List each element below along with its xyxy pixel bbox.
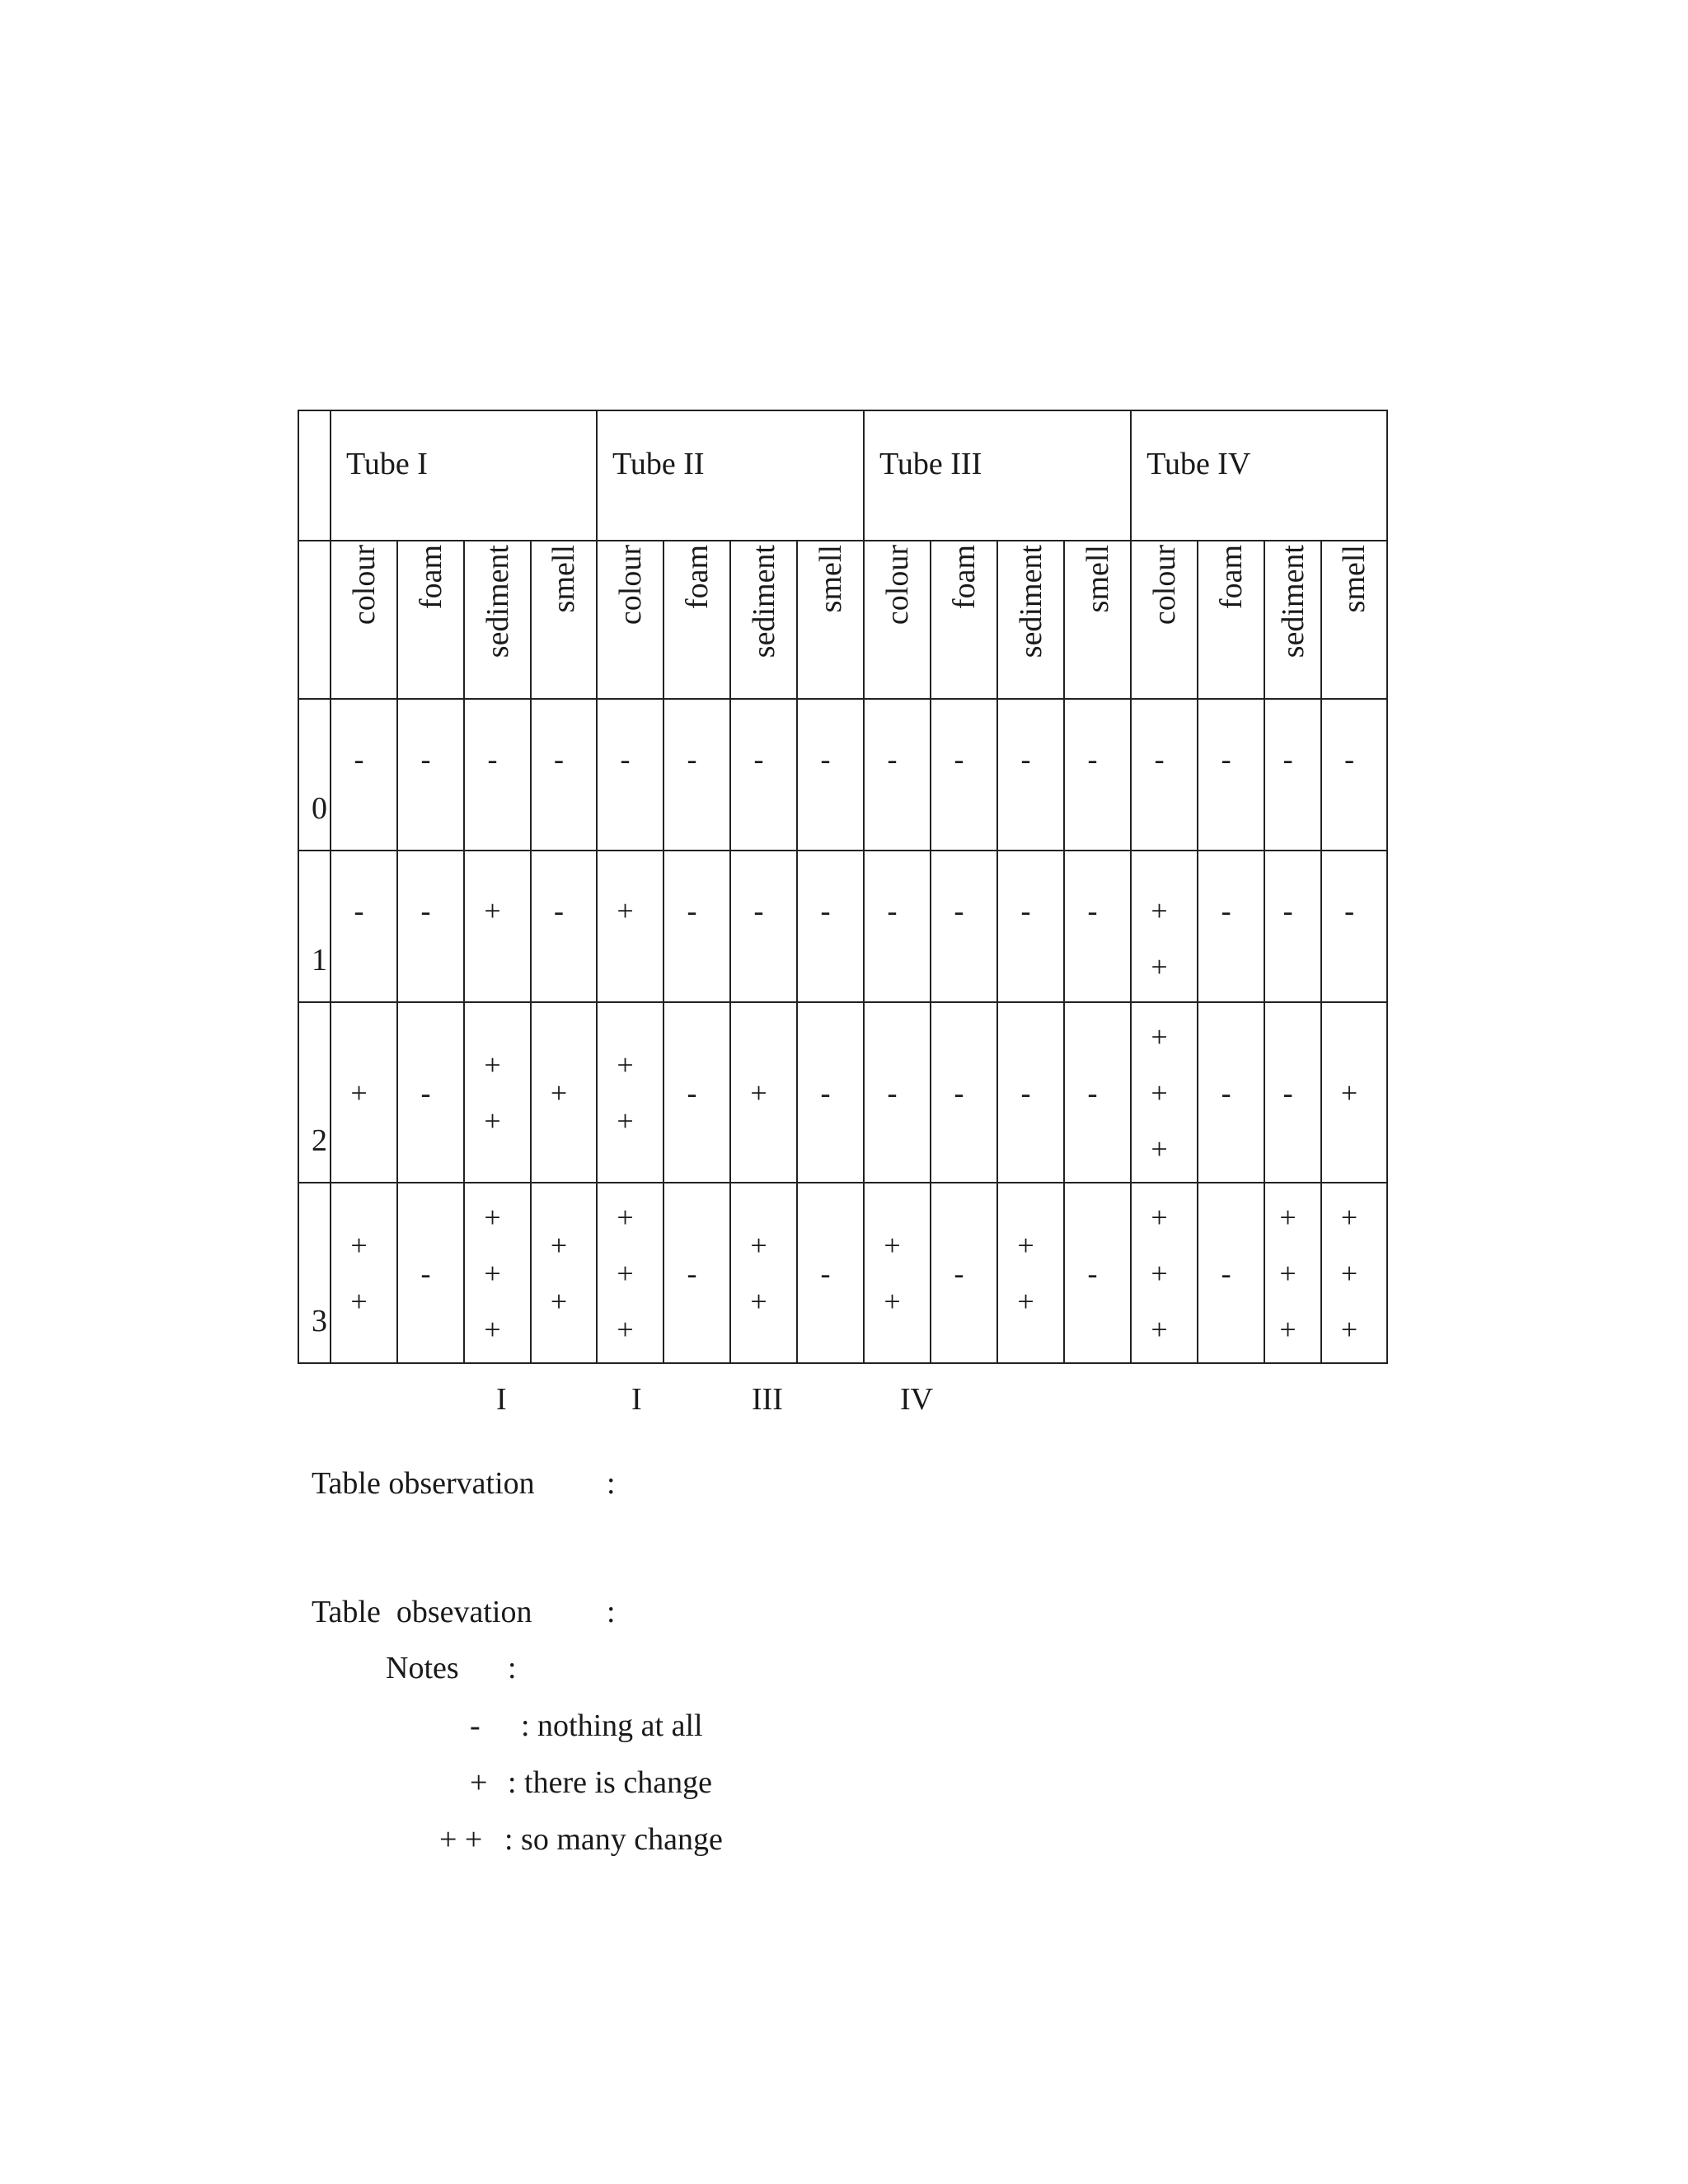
property-label: sediment <box>746 545 781 658</box>
observation-value: - <box>1221 743 1231 776</box>
observation-cell <box>931 851 997 1002</box>
observation-cell <box>1131 1183 1198 1363</box>
observation-cell <box>531 851 597 1002</box>
observation-value: - <box>753 894 764 927</box>
observation-value: - <box>620 743 631 776</box>
property-header-smell <box>1064 541 1131 699</box>
observation-value: + + <box>1017 1228 1034 1318</box>
observation-cell <box>931 699 997 851</box>
observation-cell <box>1198 1183 1264 1363</box>
observation-value: - <box>820 743 831 776</box>
observation-cell <box>331 1183 397 1363</box>
property-header-colour <box>331 541 397 699</box>
observation-value: - <box>954 1076 964 1109</box>
observation-value: + + <box>884 1228 901 1318</box>
observation-cell <box>464 1183 531 1363</box>
day-label: 1 <box>312 943 327 977</box>
observation-value: - <box>687 743 697 776</box>
observation-cell <box>397 699 464 851</box>
tube-header-4: Tube IV <box>1131 410 1387 541</box>
corner-cell <box>298 410 331 541</box>
observation-value: - <box>1282 894 1293 927</box>
observation-cell <box>1321 1002 1387 1183</box>
observation-value: - <box>820 1076 831 1109</box>
observation-cell <box>331 851 397 1002</box>
observation-value: - <box>887 894 898 927</box>
observation-value: - <box>1282 743 1293 776</box>
observation-cell <box>1198 699 1264 851</box>
table-obsevation-label: Table obsevation <box>312 1595 532 1629</box>
property-label: sediment <box>1275 545 1311 658</box>
observation-value: + <box>350 1076 368 1109</box>
observation-value: - <box>887 743 898 776</box>
observation-cell <box>1321 1183 1387 1363</box>
notes-colon: : <box>508 1651 517 1685</box>
observation-cell <box>1321 851 1387 1002</box>
property-label: smell <box>1337 545 1372 613</box>
observation-value: - <box>687 1256 697 1290</box>
property-header-colour <box>864 541 931 699</box>
property-header-colour <box>1131 541 1198 699</box>
observation-cell <box>397 1183 464 1363</box>
day-label: 2 <box>312 1123 327 1158</box>
property-header-row <box>298 541 1387 699</box>
observation-cell <box>730 699 797 851</box>
property-label: smell <box>1080 545 1115 613</box>
observation-cell <box>997 851 1064 1002</box>
legend-text-none: : nothing at all <box>521 1708 703 1743</box>
observation-cell <box>864 1183 931 1363</box>
property-label: foam <box>679 545 715 610</box>
observation-cell <box>1064 1002 1131 1183</box>
observation-cell <box>931 1183 997 1363</box>
observation-value: - <box>1020 743 1031 776</box>
observation-cell <box>531 1183 597 1363</box>
observation-value: - <box>1282 1076 1293 1109</box>
observation-cell <box>597 1183 663 1363</box>
observation-cell <box>331 699 397 851</box>
legend-symbol-change: + <box>470 1765 488 1800</box>
observation-value: - <box>420 1076 431 1109</box>
observation-value: - <box>887 1076 898 1109</box>
property-label: sediment <box>480 545 515 658</box>
observation-value: - <box>1087 1076 1098 1109</box>
day-cell <box>298 851 331 1002</box>
property-header-foam <box>397 541 464 699</box>
table-row <box>298 851 1387 1002</box>
table-observation-colon: : <box>607 1466 616 1501</box>
tube-header-3: Tube III <box>864 410 1131 541</box>
day-cell <box>298 1002 331 1183</box>
observation-cell <box>931 1002 997 1183</box>
observation-cell <box>797 699 864 851</box>
observation-value: + <box>484 894 501 927</box>
tube-header-1: Tube I <box>331 410 597 541</box>
observation-value: + + <box>550 1228 568 1318</box>
property-header-sediment <box>730 541 797 699</box>
observation-cell <box>663 1002 730 1183</box>
table-observation-label: Table observation <box>312 1466 535 1501</box>
observation-cell <box>1264 851 1321 1002</box>
observation-cell <box>531 699 597 851</box>
observation-value: - <box>354 894 364 927</box>
observation-value: - <box>954 743 964 776</box>
observation-value: - <box>687 1076 697 1109</box>
property-header-foam <box>663 541 730 699</box>
property-label: foam <box>413 545 448 610</box>
observation-cell <box>1064 699 1131 851</box>
observation-value: + + <box>617 1047 634 1137</box>
observation-value: - <box>554 743 565 776</box>
observation-cell <box>730 851 797 1002</box>
property-label: smell <box>813 545 848 613</box>
tube-header-2: Tube II <box>597 410 864 541</box>
below-label: IV <box>900 1382 934 1417</box>
property-label: colour <box>346 545 382 626</box>
observation-value: + <box>550 1076 568 1109</box>
observation-value: - <box>1087 894 1098 927</box>
day-cell <box>298 1183 331 1363</box>
property-label: colour <box>1146 545 1182 626</box>
below-label: I <box>631 1382 642 1417</box>
observation-value: - <box>954 1256 964 1290</box>
table-row <box>298 1183 1387 1363</box>
property-label: foam <box>946 545 982 610</box>
observation-table <box>298 410 1388 1364</box>
observation-cell <box>1064 1183 1131 1363</box>
observation-cell <box>397 851 464 1002</box>
property-header-sediment <box>1264 541 1321 699</box>
observation-value: - <box>420 1256 431 1290</box>
observation-value: + + <box>1151 894 1168 983</box>
observation-cell <box>1131 1002 1198 1183</box>
observation-cell <box>997 1183 1064 1363</box>
table-obsevation-colon: : <box>607 1595 616 1629</box>
observation-cell <box>1198 851 1264 1002</box>
property-header-smell <box>797 541 864 699</box>
observation-value: - <box>820 1256 831 1290</box>
observation-value: - <box>1087 743 1098 776</box>
legend-text-change: : there is change <box>508 1765 712 1800</box>
property-header-foam <box>931 541 997 699</box>
observation-value: + + + <box>484 1200 501 1346</box>
observation-value: - <box>954 894 964 927</box>
observation-value: + + + <box>617 1200 634 1346</box>
below-label: I <box>496 1382 507 1417</box>
observation-cell <box>797 851 864 1002</box>
observation-value: - <box>554 894 565 927</box>
property-label: colour <box>612 545 648 626</box>
property-header-smell <box>531 541 597 699</box>
day-label: 3 <box>312 1304 327 1338</box>
observation-value: - <box>1154 743 1165 776</box>
observation-cell <box>397 1002 464 1183</box>
observation-cell <box>1131 851 1198 1002</box>
property-header-sediment <box>464 541 531 699</box>
observation-cell <box>1198 1002 1264 1183</box>
legend-text-many-change: : so many change <box>504 1822 723 1857</box>
observation-value: - <box>1020 894 1031 927</box>
observation-cell <box>531 1002 597 1183</box>
observation-cell <box>797 1002 864 1183</box>
observation-value: + + + <box>1151 1200 1168 1346</box>
legend-symbol-none: - <box>470 1708 481 1743</box>
table-row <box>298 1002 1387 1183</box>
day-label: 0 <box>312 791 327 826</box>
property-header-colour <box>597 541 663 699</box>
observation-value: + + <box>484 1047 501 1137</box>
observation-cell <box>864 851 931 1002</box>
observation-cell <box>1131 699 1198 851</box>
below-label: III <box>752 1382 783 1417</box>
observation-cell <box>1264 1183 1321 1363</box>
observation-cell <box>1064 851 1131 1002</box>
notes-title: Notes <box>386 1651 459 1685</box>
observation-value: + <box>750 1076 767 1109</box>
observation-cell <box>597 699 663 851</box>
observation-cell <box>597 1002 663 1183</box>
observation-value: - <box>1221 1256 1231 1290</box>
property-header-sediment <box>997 541 1064 699</box>
table-row <box>298 699 1387 851</box>
observation-value: + + + <box>1151 1019 1168 1165</box>
observation-value: - <box>1087 1256 1098 1290</box>
observation-value: - <box>1221 1076 1231 1109</box>
observation-value: + + + <box>1279 1200 1296 1346</box>
observation-value: - <box>420 743 431 776</box>
observation-value: + <box>1340 1076 1358 1109</box>
observation-cell <box>864 699 931 851</box>
observation-cell <box>730 1183 797 1363</box>
observation-cell <box>331 1002 397 1183</box>
property-label: colour <box>879 545 915 626</box>
observation-value: + + <box>750 1228 767 1318</box>
observation-value: - <box>1020 1076 1031 1109</box>
observation-cell <box>663 699 730 851</box>
property-label: foam <box>1213 545 1249 610</box>
tube-header-row <box>298 410 1387 541</box>
corner-cell <box>298 541 331 699</box>
observation-value: - <box>420 894 431 927</box>
observation-cell <box>464 1002 531 1183</box>
property-header-foam <box>1198 541 1264 699</box>
observation-cell <box>864 1002 931 1183</box>
observation-value: - <box>487 743 498 776</box>
observation-value: + <box>617 894 634 927</box>
observation-cell <box>597 851 663 1002</box>
observation-cell <box>730 1002 797 1183</box>
observation-cell <box>1321 699 1387 851</box>
property-header-smell <box>1321 541 1387 699</box>
observation-value: - <box>753 743 764 776</box>
property-label: sediment <box>1013 545 1048 658</box>
observation-cell <box>997 1002 1064 1183</box>
property-label: smell <box>546 545 582 613</box>
observation-value: - <box>1344 743 1355 776</box>
observation-value: + + <box>350 1228 368 1318</box>
observation-value: + + + <box>1340 1200 1358 1346</box>
observation-value: - <box>687 894 697 927</box>
observation-cell <box>997 699 1064 851</box>
day-cell <box>298 699 331 851</box>
observation-value: - <box>354 743 364 776</box>
observation-cell <box>1264 699 1321 851</box>
observation-cell <box>464 851 531 1002</box>
observation-value: - <box>820 894 831 927</box>
observation-value: - <box>1221 894 1231 927</box>
legend-symbol-many-change: + + <box>439 1822 483 1857</box>
observation-cell <box>464 699 531 851</box>
observation-cell <box>1264 1002 1321 1183</box>
observation-cell <box>663 1183 730 1363</box>
observation-value: - <box>1344 894 1355 927</box>
observation-cell <box>797 1183 864 1363</box>
observation-cell <box>663 851 730 1002</box>
